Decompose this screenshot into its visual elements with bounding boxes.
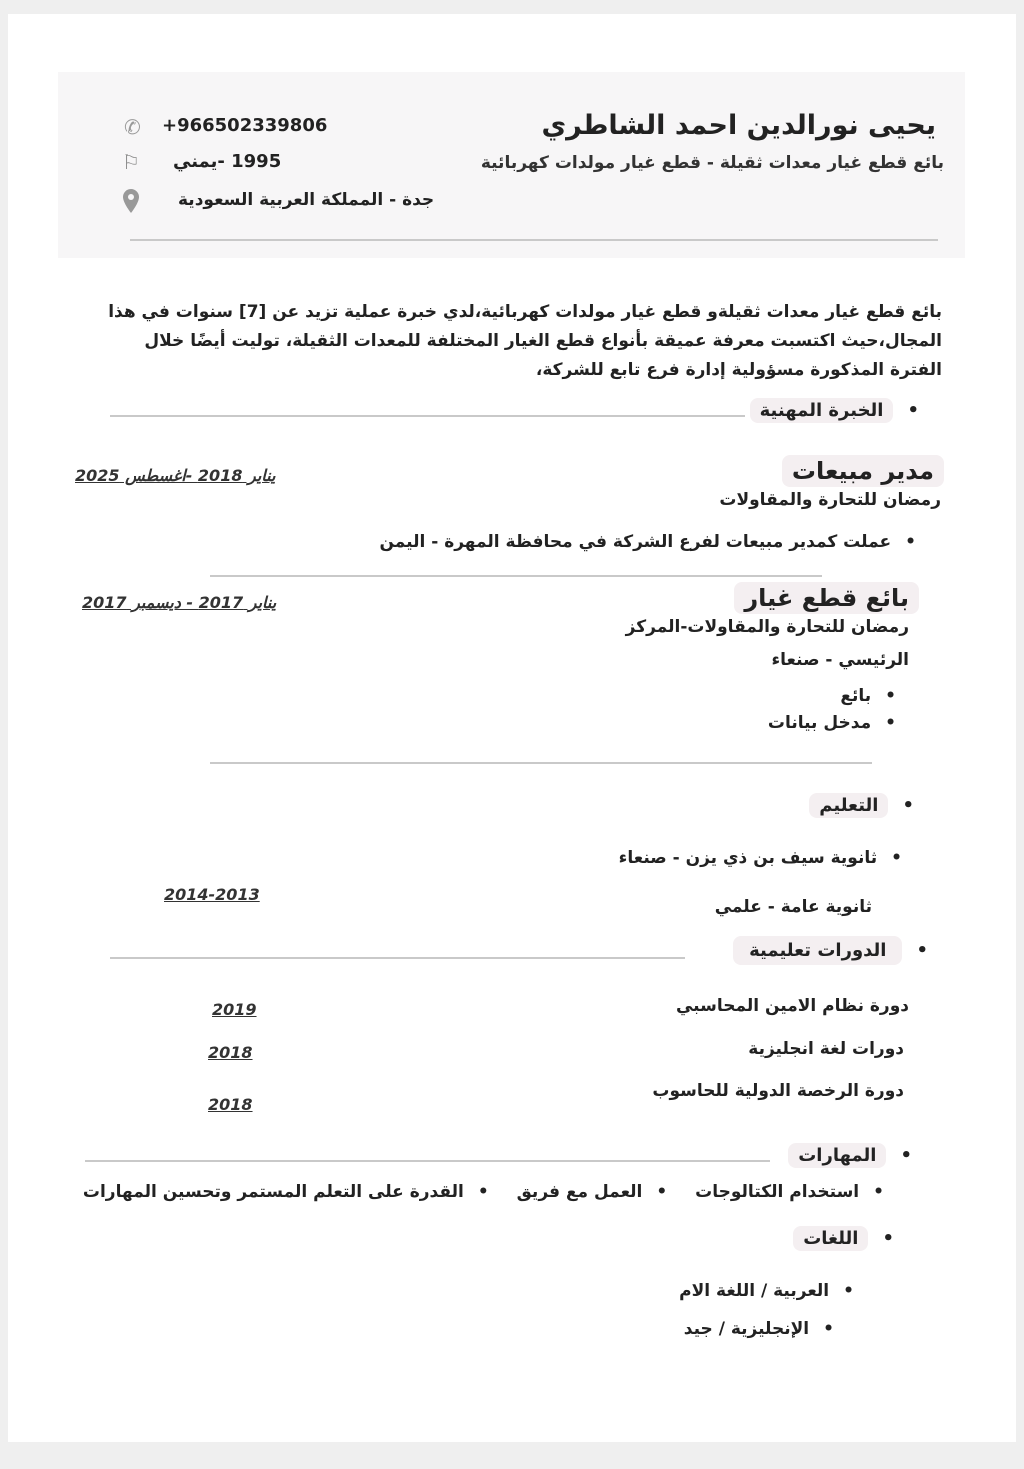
course-name: دورة نظام الامين المحاسبي [675, 996, 909, 1016]
divider [210, 575, 822, 577]
section-title: التعليم [809, 793, 888, 818]
skills-heading [788, 1145, 912, 1166]
course-name: دورات لغة انجليزية [748, 1039, 904, 1059]
summary [80, 298, 942, 385]
course-name: دورة الرخصة الدولية للحاسوب [652, 1081, 904, 1101]
summary-line: المجال،حيث اكتسبت معرفة عميقة بأنواع قطع الغيار المختلفة للمعدات الثقيلة، توليت أيضًا خلال [144, 331, 942, 351]
divider [130, 239, 938, 241]
candidate-name: يحيى نورالدين احمد الشاطري [541, 110, 936, 141]
section-title: الدورات تعليمية [733, 936, 902, 965]
flag-icon: ⚐ [122, 150, 140, 174]
job-date-2: يناير 2017 - ديسمبر 2017 [82, 593, 277, 612]
course-year: 2019 [212, 1000, 257, 1019]
phone-icon: ✆ [124, 115, 141, 139]
job-company-1: رمضان للتحارة والمقاولات [719, 490, 941, 510]
course-year: 2018 [208, 1095, 253, 1114]
language-item: • الإنجليزية / جيد [684, 1319, 834, 1339]
divider [110, 957, 685, 959]
degree: ثانوية عامة - علمي [714, 897, 872, 917]
section-title: اللغات [793, 1226, 868, 1251]
courses-heading [733, 940, 928, 961]
job-title-2: بائع قطع غيار [734, 582, 919, 614]
job-bullet: • بائع [840, 686, 896, 706]
skill-item: • استخدام الكتالوجات [695, 1182, 884, 1202]
section-title: الخبرة المهنية [750, 398, 894, 423]
education-date: 2014-2013 [164, 885, 260, 904]
language-item: • العربية / اللغة الام [679, 1281, 854, 1301]
phone-number: +966502339806 [162, 115, 328, 136]
course-year: 2018 [208, 1043, 253, 1062]
job-company-2: رمضان للتحارة والمقاولات-المركز [625, 617, 909, 637]
job-bullet: • عملت كمدير مبيعات لفرع الشركة في محافظة المهرة - اليمن [379, 532, 916, 552]
job-company-2-cont: الرئيسي - صنعاء [771, 650, 909, 670]
summary-line: بائع قطع غيار معدات ثقيلةو قطع غيار مولدات كهربائية،لدي خبرة عملية تزيد عن [7] سنوات في هذا [108, 302, 942, 322]
divider [110, 415, 745, 417]
skill-item: • العمل مع فريق [517, 1182, 668, 1202]
location-pin-icon [122, 188, 140, 218]
job-title: بائع قطع غيار معدات ثقيلة - قطع غيار مولدات كهربائية [480, 153, 944, 173]
divider [85, 1160, 770, 1162]
section-title: المهارات [788, 1143, 886, 1168]
experience-heading [750, 400, 919, 421]
divider [210, 762, 872, 764]
education-heading [809, 795, 914, 816]
job-date-1: يناير 2018 -اغسطس 2025 [75, 466, 276, 485]
birth-nationality: 1995 -يمني [173, 151, 282, 172]
summary-line: الفترة المذكورة مسؤولية إدارة فرع تابع للشركة، [535, 360, 942, 380]
school-name: • ثانوية سيف بن ذي يزن - صنعاء [619, 848, 902, 868]
languages-heading [793, 1228, 894, 1249]
job-title-1: مدير مبيعات [782, 455, 944, 487]
location: جدة - المملكة العربية السعودية [178, 190, 435, 210]
skills-list [83, 1182, 884, 1202]
skill-item: • القدرة على التعلم المستمر وتحسين المهارات [83, 1182, 489, 1202]
job-bullet: • مدخل بيانات [768, 713, 896, 733]
